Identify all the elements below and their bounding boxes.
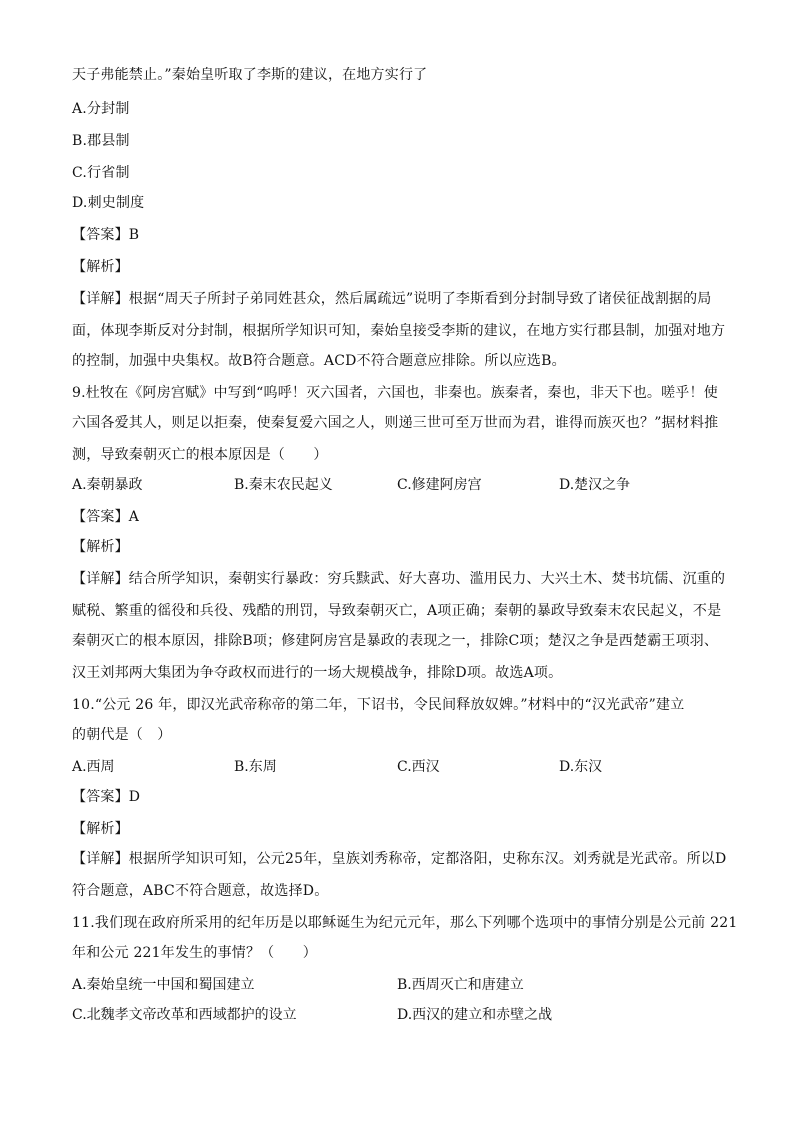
q10-detail-line-1: 【详解】根据所学知识可知，公元25年，皇族刘秀称帝，定都洛阳，史称东汉。刘秀就是光武帝。所以D [72, 851, 727, 867]
q10-analysis-label: 【解析】 [72, 821, 129, 837]
q11-stem-line-2: 年和公元 221年发生的事情？（ ） [72, 945, 317, 961]
q10-stem-line-2: 的朝代是（ ） [72, 727, 172, 743]
q9-option-b: B.秦末农民起义 [234, 477, 333, 493]
q11-stem-line-1: 11.我们现在政府所采用的纪年历是以耶稣诞生为纪元元年，那么下列哪个选项中的事情分别是公元前 221 [72, 915, 738, 931]
q11-option-c: C.北魏孝文帝改革和西域都护的设立 [72, 1007, 297, 1023]
q9-option-c: C.修建阿房宫 [397, 477, 482, 493]
q8-option-d: D.刺史制度 [72, 195, 145, 211]
q10-option-c: C.西汉 [397, 759, 440, 775]
q9-analysis-label: 【解析】 [72, 539, 129, 555]
q9-option-a: A.秦朝暴政 [72, 477, 143, 493]
q8-analysis-label: 【解析】 [72, 259, 129, 275]
q8-option-c: C.行省制 [72, 165, 130, 181]
q10-option-a: A.西周 [72, 759, 115, 775]
q8-answer: 【答案】B [72, 227, 140, 243]
q8-detail-line-1: 【详解】根据“周天子所封子弟同姓甚众，然后属疏远”说明了李斯看到分封制导致了诸侯征战割据的局 [72, 291, 712, 307]
q9-option-d: D.楚汉之争 [559, 477, 631, 493]
q11-option-b: B.西周灭亡和唐建立 [397, 977, 524, 993]
q9-detail-line-3: 秦朝灭亡的根本原因，排除B项；修建阿房宫是暴政的表现之一，排除C项；楚汉之争是西楚霸王项羽、 [72, 633, 719, 649]
q8-option-a: A.分封制 [72, 101, 130, 117]
q11-option-a: A.秦始皇统一中国和蜀国建立 [72, 977, 255, 993]
q8-detail-line-2: 面，体现李斯反对分封制，根据所学知识可知，秦始皇接受李斯的建议，在地方实行郡县制，加强对地方 [72, 323, 726, 339]
q9-stem-line-1: 9.杜牧在《阿房宫赋》中写到“呜呼！灭六国者，六国也，非秦也。族秦者，秦也，非天下也。嗟乎！使 [72, 385, 718, 401]
q9-answer: 【答案】A [72, 509, 140, 525]
q9-detail-line-1: 【详解】结合所学知识，秦朝实行暴政：穷兵黩武、好大喜功、滥用民力、大兴土木、焚书坑儒、沉重的 [72, 571, 726, 587]
q10-detail-line-2: 符合题意，ABC不符合题意，故选择D。 [72, 883, 329, 899]
q10-stem-line-1: 10.“公元 26 年，即汉光武帝称帝的第二年，下诏书，令民间释放奴婢。”材料中的“汉光武帝”建立 [72, 697, 685, 713]
q9-detail-line-2: 赋税、繁重的徭役和兵役、残酷的刑罚，导致秦朝灭亡，A项正确；秦朝的暴政导致秦末农民起义，不是 [72, 603, 722, 619]
q9-stem-line-3: 测，导致秦朝灭亡的根本原因是（ ） [72, 447, 328, 463]
q9-stem-line-2: 六国各爱其人，则足以拒秦，使秦复爱六国之人，则递三世可至万世而为君，谁得而族灭也？”据材料推 [72, 415, 719, 431]
q8-detail-line-3: 的控制，加强中央集权。故B符合题意。ACD不符合题意应排除。所以应选B。 [72, 353, 566, 369]
q10-option-d: D.东汉 [559, 759, 603, 775]
q9-detail-line-4: 汉王刘邦两大集团为争夺政权而进行的一场大规模战争，排除D项。故选A项。 [72, 665, 563, 681]
q11-option-d: D.西汉的建立和赤壁之战 [397, 1007, 553, 1023]
q10-answer: 【答案】D [72, 789, 141, 805]
q10-option-b: B.东周 [234, 759, 277, 775]
q8-stem-tail: 天子弗能禁止。”秦始皇听取了李斯的建议，在地方实行了 [72, 67, 428, 83]
q8-option-b: B.郡县制 [72, 133, 130, 149]
